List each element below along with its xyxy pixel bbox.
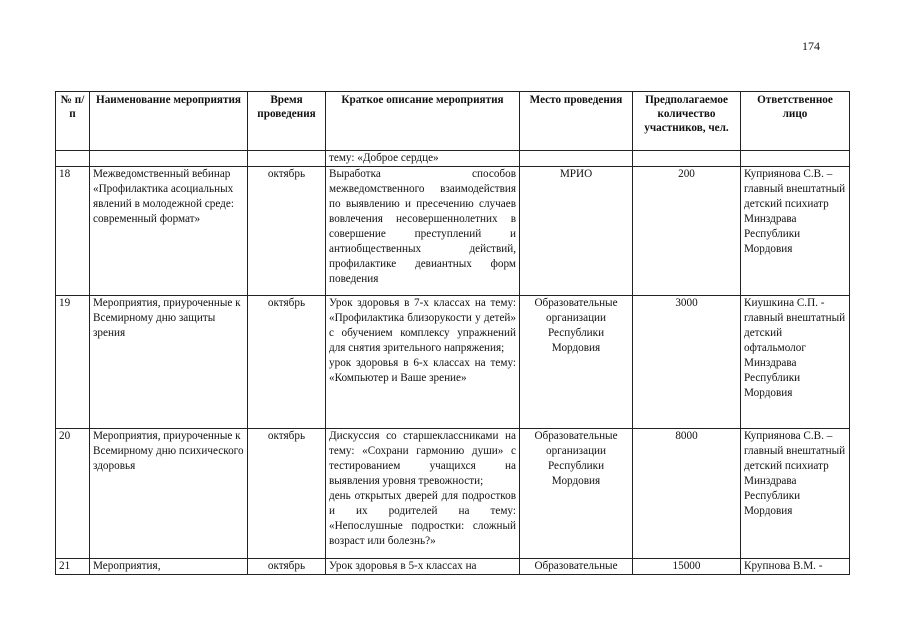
cont-desc: тему: «Доброе сердце» bbox=[326, 151, 520, 167]
cell-time: октябрь bbox=[248, 167, 326, 296]
cell-time: октябрь bbox=[248, 559, 326, 575]
cell-time: октябрь bbox=[248, 429, 326, 559]
cell-name: Мероприятия, приуроченные к Всемирному дню психического здоровья bbox=[90, 429, 248, 559]
table-row bbox=[56, 429, 850, 559]
desc-paragraph: Урок здоровья в 5-х классах на bbox=[329, 560, 477, 572]
cont-num bbox=[56, 151, 90, 167]
cell-place: Образовательные организации Республики Мордовия bbox=[520, 429, 633, 559]
header-row bbox=[56, 92, 850, 151]
header-desc: Краткое описание мероприятия bbox=[326, 92, 520, 151]
cell-count: 200 bbox=[633, 167, 741, 296]
desc-paragraph: Выработка способов межведомственного взаимодействия по выявлению и пресечению случаев вовлечения несовершеннолетних в совершение преступлений и антиобщественных действий, профилактике девиантных форм поведения bbox=[329, 168, 516, 285]
cont-count bbox=[633, 151, 741, 167]
cell-resp: Куприянова С.В. – главный внештатный детский психиатр Минздрава Республики Мордовия bbox=[741, 429, 850, 559]
events-table bbox=[55, 91, 850, 575]
header-place: Место проведения bbox=[520, 92, 633, 151]
cont-place bbox=[520, 151, 633, 167]
cell-desc bbox=[326, 167, 520, 296]
cell-count: 8000 bbox=[633, 429, 741, 559]
cont-time bbox=[248, 151, 326, 167]
cell-num: 20 bbox=[56, 429, 90, 559]
cell-num: 19 bbox=[56, 296, 90, 429]
cell-name: Мероприятия, bbox=[90, 559, 248, 575]
header-name: Наименование мероприятия bbox=[90, 92, 248, 151]
continuation-row bbox=[56, 151, 850, 167]
header-time: Время проведения bbox=[248, 92, 326, 151]
desc-paragraph: Дискуссия со старшеклассниками на тему: «Сохрани гармонию души» с тестированием учащихся на выявления уровня тревожности; bbox=[329, 430, 516, 487]
header-num: № п/п bbox=[56, 92, 90, 151]
table-row bbox=[56, 167, 850, 296]
cell-desc bbox=[326, 429, 520, 559]
cell-resp: Крупнова В.М. - bbox=[741, 559, 850, 575]
cell-place: Образовательные bbox=[520, 559, 633, 575]
cont-resp bbox=[741, 151, 850, 167]
cell-desc bbox=[326, 559, 520, 575]
cont-name bbox=[90, 151, 248, 167]
cell-count: 15000 bbox=[633, 559, 741, 575]
page-number: 174 bbox=[802, 39, 820, 53]
table-row bbox=[56, 296, 850, 429]
cell-place: Образовательные организации Республики Мордовия bbox=[520, 296, 633, 429]
cell-place: МРИО bbox=[520, 167, 633, 296]
cell-num: 21 bbox=[56, 559, 90, 575]
header-resp: Ответственное лицо bbox=[741, 92, 850, 151]
cell-resp: Киушкина С.П. - главный внештатный детский офтальмолог Минздрава Республики Мордовия bbox=[741, 296, 850, 429]
cell-resp: Куприянова С.В. – главный внештатный детский психиатр Минздрава Республики Мордовия bbox=[741, 167, 850, 296]
cell-desc bbox=[326, 296, 520, 429]
desc-paragraph: урок здоровья в 6-х классах на тему: «Компьютер и Ваше зрение» bbox=[329, 357, 516, 384]
desc-paragraph: день открытых дверей для подростков и их родителей на тему: «Непослушные подростки: сложный возраст или болезнь?» bbox=[329, 490, 516, 547]
table-row bbox=[56, 559, 850, 575]
cell-num: 18 bbox=[56, 167, 90, 296]
cell-name: Межведомственный вебинар «Профилактика асоциальных явлений в молодежной среде: современный формат» bbox=[90, 167, 248, 296]
cell-name: Мероприятия, приуроченные к Всемирному дню защиты зрения bbox=[90, 296, 248, 429]
cell-time: октябрь bbox=[248, 296, 326, 429]
desc-paragraph: Урок здоровья в 7-х классах на тему: «Профилактика близорукости у детей» с обучением комплексу упражнений для снятия зрительного напряжения; bbox=[329, 297, 516, 354]
header-count: Предполагаемое количество участников, чел. bbox=[633, 92, 741, 151]
cell-count: 3000 bbox=[633, 296, 741, 429]
